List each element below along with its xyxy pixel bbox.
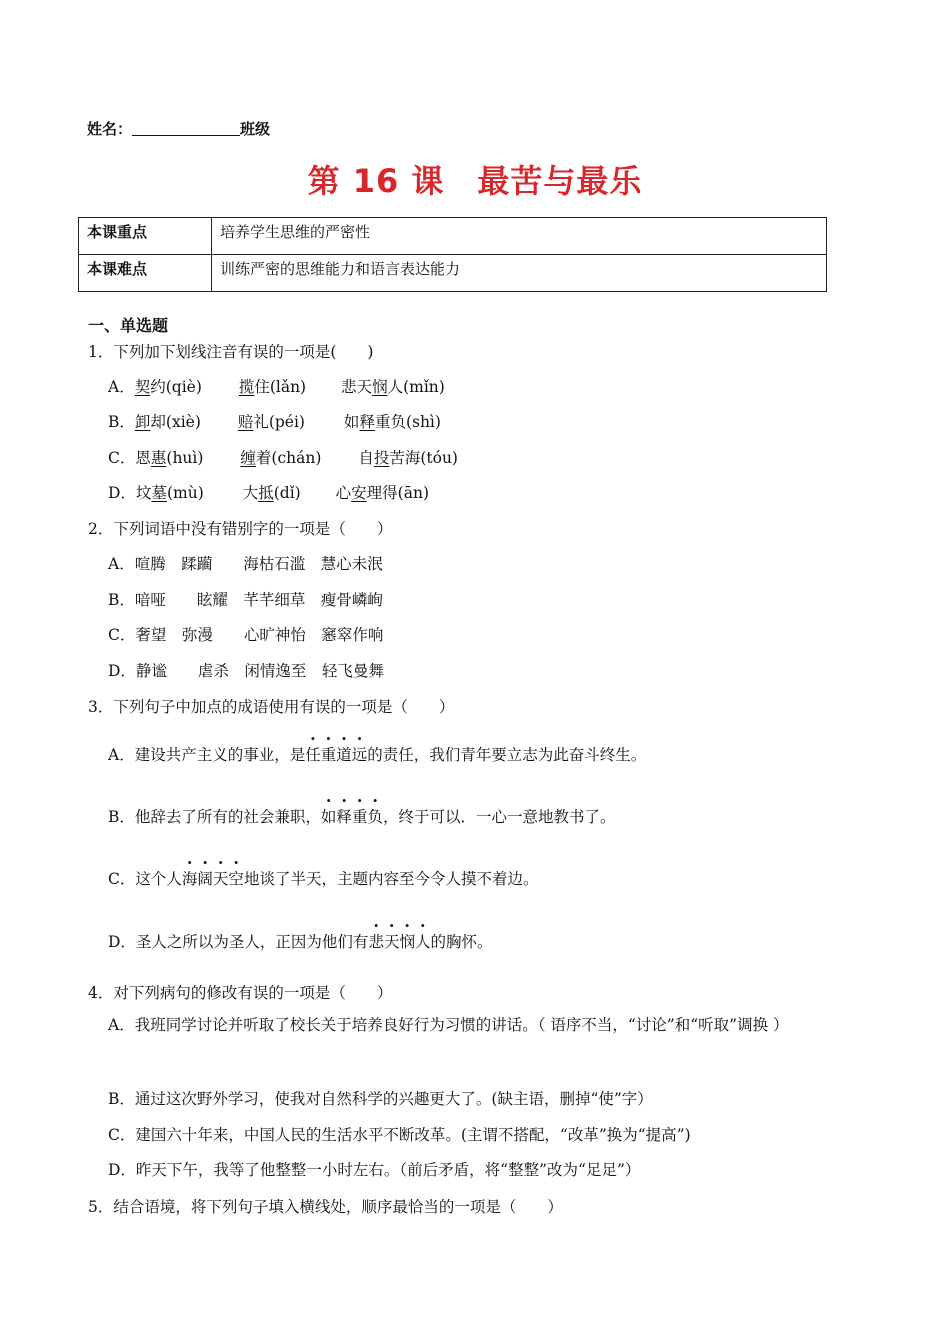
question-1-option-d xyxy=(108,481,429,503)
question-2-option-b: B．喑哑 眩耀 芊芊细草 瘦骨嶙峋 xyxy=(108,591,383,609)
dotted-char: 悯 xyxy=(399,933,415,951)
option-text: 人(mǐn) xyxy=(387,378,445,396)
option-text: (mù) xyxy=(166,484,204,502)
option-text: 却(xiè) xyxy=(150,413,201,431)
table-row xyxy=(79,218,827,255)
option-text: 大 xyxy=(242,484,259,502)
option-text: C．这个人 xyxy=(108,870,182,888)
option-label: D． xyxy=(108,484,136,502)
underlined-char: 抵 xyxy=(258,484,274,502)
option-text: 坟 xyxy=(135,484,152,502)
question-4-option-d: D．昨天下午，我等了他整整一小时左右。（前后矛盾，将“整整”改为“足足”） xyxy=(108,1161,641,1179)
option-text: 地谈了半天，主题内容至今令人摸不着边。 xyxy=(243,870,539,888)
underlined-char: 释 xyxy=(359,413,375,431)
question-2-option-d: D．静谧 虐杀 闲情逸至 轻飞曼舞 xyxy=(108,662,384,680)
section-heading: 一、单选题 xyxy=(88,316,169,335)
option-text: A．建设共产主义的事业，是 xyxy=(108,746,306,764)
option-text: 理得(ān) xyxy=(366,484,429,502)
underlined-char: 安 xyxy=(351,484,367,502)
name-label: 姓名： xyxy=(87,120,133,138)
key-focus-value: 培养学生思维的严密性 xyxy=(212,218,827,255)
dotted-char: 如 xyxy=(320,808,337,826)
question-4-option-b: B．通过这次野外学习，使我对自然科学的兴趣更大了。(缺主语，删掉“使”字） xyxy=(108,1090,653,1108)
option-text: ，终于可以．一心一意地教书了。 xyxy=(382,808,616,826)
option-text: 礼(péi) xyxy=(253,413,305,431)
question-2-stem: 2．下列词语中没有错别字的一项是（ ） xyxy=(88,520,393,538)
underlined-char: 契 xyxy=(134,378,151,396)
option-text: 悲天 xyxy=(341,378,373,396)
option-text: (dǐ) xyxy=(273,484,301,502)
option-text: 心 xyxy=(335,484,352,502)
dotted-char: 空 xyxy=(228,870,244,888)
question-2-option-a: A．喧腾 蹂躏 海枯石滥 慧心未泯 xyxy=(108,555,383,573)
option-text: 重负(shì) xyxy=(374,413,441,431)
option-label: B． xyxy=(108,413,135,431)
question-4-option-a: A．我班同学讨论并听取了校长关于培养良好行为习惯的讲话。（ 语序不当，“讨论”和“听取”调换 ） xyxy=(108,1016,789,1034)
question-3-option-a xyxy=(108,743,646,765)
option-label: C． xyxy=(108,449,136,467)
option-text: 苦海(tóu) xyxy=(389,449,458,467)
underlined-char: 揽 xyxy=(238,378,255,396)
underlined-char: 缠 xyxy=(240,449,256,467)
question-1-option-a xyxy=(108,375,445,397)
option-text: 住(lǎn) xyxy=(254,378,307,396)
question-2-option-c: C．奢望 弥漫 心旷神怡 窸窣作响 xyxy=(108,626,384,644)
question-5-stem: 5．结合语境，将下列句子填入横线处，顺序最恰当的一项是（ ） xyxy=(88,1198,563,1216)
underlined-char: 卸 xyxy=(134,413,151,431)
dotted-char: 悲 xyxy=(368,933,384,951)
dotted-char: 重 xyxy=(351,808,368,826)
underlined-char: 惠 xyxy=(150,449,167,467)
lesson-info-table xyxy=(78,217,827,292)
option-text: 的责任，我们青年要立志为此奋斗终生。 xyxy=(367,746,647,764)
page-title: 第 16 课 最苦与最乐 xyxy=(307,162,643,200)
dotted-char: 天 xyxy=(212,870,229,888)
class-label: 班级 xyxy=(240,120,271,138)
underlined-char: 赔 xyxy=(237,413,254,431)
question-4-option-c: C．建国六十年来，中国人民的生活水平不断改革。(主谓不搭配，“改革”换为“提高”) xyxy=(108,1126,691,1144)
option-text: 的胸怀。 xyxy=(430,933,493,951)
question-3-option-b xyxy=(108,805,615,827)
difficulty-value: 训练严密的思维能力和语言表达能力 xyxy=(212,255,827,292)
option-text: 自 xyxy=(358,449,374,467)
name-class-line xyxy=(87,118,270,139)
question-3-option-d xyxy=(108,930,493,952)
option-text: B．他辞去了所有的社会兼职， xyxy=(108,808,321,826)
option-text: 恩 xyxy=(135,449,151,467)
dotted-char: 天 xyxy=(383,933,400,951)
underlined-char: 墓 xyxy=(151,484,167,502)
underlined-char: 投 xyxy=(373,449,390,467)
question-3-stem: 3．下列句子中加点的成语使用有误的一项是（ ） xyxy=(88,698,455,716)
dotted-char: 人 xyxy=(414,933,431,951)
question-4-stem: 4．对下列病句的修改有误的一项是（ ） xyxy=(88,984,393,1002)
dotted-char: 阔 xyxy=(197,870,213,888)
question-1-option-b xyxy=(108,410,441,432)
dotted-char: 任 xyxy=(305,746,321,764)
option-label: A． xyxy=(108,378,135,396)
dotted-char: 道 xyxy=(336,746,352,764)
dotted-char: 释 xyxy=(336,808,352,826)
dotted-char: 重 xyxy=(320,746,337,764)
underlined-char: 悯 xyxy=(372,378,388,396)
dotted-char: 负 xyxy=(367,808,383,826)
table-row xyxy=(79,255,827,292)
option-text: 约(qiè) xyxy=(150,378,202,396)
name-blank[interactable] xyxy=(132,121,240,136)
question-1-stem: 1．下列加下划线注音有误的一项是( ) xyxy=(88,343,374,361)
difficulty-label: 本课难点 xyxy=(79,255,212,292)
dotted-char: 海 xyxy=(181,870,198,888)
question-3-option-c xyxy=(108,867,538,889)
option-text: 如 xyxy=(343,413,360,431)
option-text: 着(chán) xyxy=(255,449,322,467)
question-1-option-c xyxy=(108,446,458,468)
dotted-char: 远 xyxy=(351,746,368,764)
option-text: D．圣人之所以为圣人，正因为他们有 xyxy=(108,933,369,951)
option-text: (huì) xyxy=(166,449,204,467)
key-focus-label: 本课重点 xyxy=(79,218,212,255)
